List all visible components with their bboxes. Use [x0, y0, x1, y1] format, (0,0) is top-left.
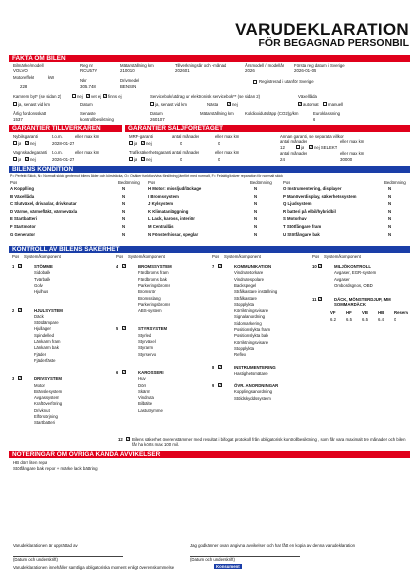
label-nybil-tom: t.o.m.: [52, 134, 63, 139]
label-fordonsskatt: Årlig fordonsskatt: [13, 111, 47, 116]
kondition-item: L Lack, kaross, interiör: [148, 216, 195, 222]
kontroll-item: Motor: [34, 382, 45, 388]
kondition-rating: N: [388, 216, 392, 222]
value-mrf-manader: 0: [180, 141, 183, 146]
kondition-rating: N: [122, 208, 126, 214]
kondition-item: E Startbatteri: [10, 216, 37, 222]
value-regnr: RCU57Y: [80, 68, 98, 73]
label-forsta-reg: Första reg datum i Sverige: [294, 63, 345, 68]
signature-left-sub: (Datum och underskrift): [13, 557, 58, 562]
kontroll-item: Reflex: [234, 352, 247, 358]
kondition-rating: N: [254, 193, 258, 199]
kontroll-note-text: Bilens säkerhet överenstämmer med resultat i bifogat protokoll från obligatorisk kontrollbesiktning , som får vara maximalt tre månader och bilen får ha körts max 100 mil.: [132, 437, 406, 447]
kondition-item: P Manöverdisplay, säkerhetssystem: [283, 193, 357, 199]
kontroll-item: Sidomarkering: [234, 320, 262, 326]
tyre-value: 6.4: [378, 317, 384, 322]
kontroll-item: Stopplykta: [234, 345, 255, 351]
kondition-header-pos-3: Pos: [283, 180, 291, 185]
value-annan-manader-2: 24: [280, 157, 285, 162]
label-tillverkningsar: Tillverkningsår och -månad: [175, 63, 227, 68]
kontroll-group-title: KOMMUNIKATION: [234, 264, 272, 269]
label-mrf-nej: nej: [146, 141, 152, 146]
kondition-rating: N: [254, 224, 258, 229]
label-trafik-ja: ja: [134, 157, 138, 162]
label-annan-manader: antal månader: [280, 139, 308, 144]
label-senaste: Senaste: [80, 111, 96, 116]
kontroll-item: Kraftöverföring: [34, 401, 63, 407]
label-trafik-maxkm: eller max km: [215, 150, 240, 155]
kontroll-item: Hjulhus: [34, 289, 49, 295]
tyre-header: VB: [362, 310, 368, 315]
value-forsta-reg: 2026-01-05: [294, 68, 317, 73]
tyre-header: HB: [378, 310, 385, 315]
label-bilmarke: Bilmärke/modell: [13, 63, 44, 68]
checkbox-kamrem-ja[interactable]: [13, 102, 17, 106]
label-mrf-ja: ja: [134, 141, 138, 146]
kontroll-item: Backspegel: [234, 282, 257, 288]
kontroll-group-checkbox[interactable]: [122, 326, 126, 330]
value-nkr: 305.748: [80, 84, 96, 89]
label-vagn-tom: t.o.m.: [52, 150, 63, 155]
value-motoreffekt: 228: [20, 84, 28, 89]
kondition-item: T Stötfångare fram: [283, 224, 322, 229]
kondition-item: H Motor: missljud/läckage: [148, 186, 202, 191]
value-datum: 260107: [150, 117, 165, 122]
label-vagn-nej: nej: [30, 157, 36, 162]
kontroll-item: Parkeringsbroms: [138, 301, 171, 307]
kontroll-group-title: BROMSSYSTEM: [138, 264, 172, 269]
tyre-value: 6.5: [362, 317, 368, 322]
label-trafik-manader: antal månader: [172, 150, 200, 155]
label-registrerad-utanfor: Registrerad i utanför Sverige: [259, 79, 314, 84]
kondition-rating: N: [254, 231, 258, 237]
kontroll-item: Hastighetsmätare: [234, 370, 268, 376]
kontroll-item: Huv: [138, 376, 146, 382]
kontroll-group-number: 3: [12, 376, 15, 382]
kontroll-item: Sidobalk: [34, 270, 51, 276]
label-automat: automat: [303, 102, 319, 107]
kontroll-item: Avgassystem: [34, 395, 60, 401]
kondition-rating: N: [388, 193, 392, 199]
kondition-header-bed-2: Bedömning: [250, 180, 272, 185]
kontroll-group-number: 6: [116, 369, 119, 375]
document-title: VARUDEKLARATION: [235, 20, 409, 39]
value-fordonsskatt: 1537: [13, 117, 23, 122]
label-nybil-ja: ja: [18, 141, 22, 146]
kondition-rating: N: [122, 224, 126, 229]
checkbox-kamrem-nej[interactable]: [72, 94, 76, 98]
kontroll-item: Styrled: [138, 332, 152, 338]
kondition-item: S Motorhuv: [283, 216, 307, 222]
label-koldioxid: Koldioxidutsläpp (CO2)g/km: [245, 111, 299, 116]
kontroll-group-number: 8: [212, 364, 215, 370]
kontroll-item: Körriktningsvisare: [234, 339, 269, 345]
kondition-legend: P= Perfekt Skick, N= Normalt skick gentemot bilens ålder och körsträcka, O= Osäker funktion/viss förslitning jämfört med normalt, F= Felaktig/kräver reparation för normalt skick: [10, 174, 283, 178]
checkbox-vagn-ja[interactable]: [13, 157, 17, 161]
document-subtitle: FÖR BEGAGNAD PERSONBIL: [258, 37, 409, 49]
label-annan-maxkm: eller max km: [340, 139, 365, 144]
kontroll-item: Bromsslang: [138, 295, 161, 301]
kontroll-item: Styrväxel: [138, 339, 156, 344]
signature-left-label: Varudeklarationen är upprättad av: [13, 543, 78, 548]
checkbox-trafik-nej[interactable]: [141, 157, 145, 161]
label-kw: kW: [48, 75, 55, 80]
value-kontrollbesiktning: kontrollbesiktning: [80, 117, 114, 122]
checkbox-note-12[interactable]: [126, 437, 130, 441]
kondition-item: I Bromssystem: [148, 193, 179, 199]
label-trafik-nej: nej: [146, 157, 152, 162]
checkbox-automat[interactable]: [298, 102, 302, 106]
label-motoreffekt: Motoreffekt: [13, 75, 35, 80]
kontroll-group-number: 5: [116, 326, 119, 332]
checkbox-manuell[interactable]: [323, 102, 327, 106]
label-mrf-manader: antal månader: [172, 134, 200, 139]
kontroll-item: Strålkastare inställning: [234, 289, 278, 295]
tyre-header: Reserv: [394, 310, 409, 315]
kontroll-item: Hjullager: [34, 326, 51, 332]
signature-right-label: Jag godkänner ovan angivna avvikelser och har fått en kopia av denna varudeklaration: [190, 543, 356, 548]
kontroll-group-number: 4: [116, 264, 119, 269]
konsument-stamp: Konsument: [216, 564, 240, 569]
kondition-item: C Slutväxel, drivaxlar, drivknutar: [10, 201, 77, 207]
label-matarstallning: Mätarställning km: [120, 63, 154, 68]
kondition-item: K Klimatanläggning: [148, 208, 189, 214]
kontroll-item: Ombordsgnos, OBD: [334, 282, 373, 288]
kondition-rating: N: [254, 201, 258, 207]
label-manuell: manuell: [328, 102, 344, 107]
checkbox-nybil-nej[interactable]: [25, 141, 29, 145]
kondition-rating: N: [388, 208, 392, 214]
label-annan-garanti: Annan garanti, se separata villkor: [280, 134, 344, 139]
section-garantier-tillverkaren-bar: GARANTIER TILLVERKAREN: [9, 125, 122, 132]
kontroll-group-checkbox[interactable]: [218, 383, 222, 387]
value-bilmarke: VOLVO: [13, 68, 28, 73]
kontroll-group-title: ÖVR. ANORDNINGAR: [234, 383, 279, 389]
label-mrf-maxkm: eller max km: [215, 134, 240, 139]
kontroll-group-title: DÄCK, MÖNSTERDJUP, MM SOMMARDÄCK: [334, 297, 391, 308]
kontroll-group-checkbox[interactable]: [218, 365, 222, 369]
tyre-value: 0: [394, 317, 397, 322]
label-annan-maxkm-2: eller max km: [340, 151, 365, 156]
value-trafik-manader: 0: [180, 157, 183, 162]
kondition-rating: N: [254, 208, 258, 214]
kontroll-group-number: 7: [212, 264, 215, 269]
notering-line-1: HB dörr liten repa: [13, 460, 48, 465]
checkbox-mrf-nej[interactable]: [141, 141, 145, 145]
label-kamrem-datum: Datum: [80, 102, 93, 107]
label-nkr: Nkr: [80, 78, 87, 83]
section-garantier-saljforetaget-bar: GARANTIER SÄLJFÖRETAGET: [125, 125, 410, 132]
label-matarstallning-2: Mätarställning km: [200, 111, 234, 116]
kontroll-group-number: 10: [312, 264, 317, 269]
kontroll-note-number: 12: [118, 437, 123, 442]
kontroll-group-checkbox[interactable]: [218, 264, 222, 268]
label-service-nej: nej: [232, 102, 238, 107]
kontroll-group-title: HJULSYSTEM: [34, 307, 63, 313]
label-datum: Datum: [150, 111, 163, 116]
kontroll-item: Körriktningsvisare: [234, 308, 269, 314]
notering-line-2: Stötfångare bak repor + märke lack bättring: [13, 466, 98, 471]
value-mrf-km: 0: [218, 141, 221, 146]
kontroll-item: Bränslesystem: [34, 388, 63, 394]
kontroll-item: Färdbroms bak: [138, 276, 167, 282]
checkbox-service-ja[interactable]: [150, 102, 154, 106]
kondition-rating: N: [388, 201, 392, 207]
kontroll-item: Positionslykta bak: [234, 333, 269, 339]
kondition-item: D Värme, värmefläkt, värmeväxla: [10, 208, 78, 214]
kondition-item: A Kopplling: [10, 186, 34, 191]
kondition-item: U Stötfångare bak: [283, 231, 320, 237]
label-vaxellada: Växellåda: [298, 94, 317, 99]
kontroll-header-system: System/komponent: [128, 254, 165, 259]
kontroll-group-checkbox[interactable]: [18, 308, 22, 312]
label-vagn-ja: ja: [18, 157, 22, 162]
kondition-item: J Kylsystem: [148, 201, 174, 207]
label-servicebok: Servicebok/utdrag ur elektronisk servicebok** (se sidan 2): [150, 94, 261, 99]
kondition-item: F Startmotor: [10, 224, 36, 229]
kontroll-group-checkbox[interactable]: [318, 297, 322, 301]
value-annan-km: 30000: [340, 157, 353, 162]
label-nybilsgaranti: Nybilsgaranti: [13, 134, 38, 139]
checkbox-annan-ja[interactable]: [296, 145, 300, 149]
kontroll-item: Vindruta: [138, 395, 154, 401]
checkbox-kamrem-vet-ej[interactable]: [86, 94, 90, 98]
kontroll-item: Kopplingsanordning: [234, 389, 272, 395]
label-kamrem-vet-ej: vet ej: [91, 94, 102, 99]
kondition-header-pos-2: Pos: [148, 180, 156, 185]
value-matarstallning: 210010: [120, 68, 135, 73]
kontroll-item: Fjäderfäste: [34, 357, 56, 363]
kontroll-header-pos: Pos: [12, 254, 20, 259]
kondition-rating: N: [388, 231, 392, 237]
kontroll-group-title: STYRSYSTEM: [138, 326, 168, 332]
kontroll-group-checkbox[interactable]: [122, 370, 126, 374]
kondition-item: R batteri på elbil/hybridbil: [283, 208, 336, 214]
kontroll-group-title: INSTRUMENTERING: [234, 364, 276, 370]
kontroll-group-title: MILJÖKONTROLL: [334, 264, 371, 269]
label-kamrem: Kamrem byt* (se sidan 2): [13, 94, 62, 99]
kontroll-group-checkbox[interactable]: [18, 376, 22, 380]
checkbox-mrf-ja[interactable]: [129, 141, 133, 145]
kontroll-item: Avgaser, EGR-system: [334, 270, 377, 276]
label-kamrem-nej: nej: [77, 94, 83, 99]
kontroll-item: Stopplykta: [234, 301, 255, 307]
value-vagn-date: 2026-01-27: [52, 157, 75, 162]
kontroll-item: Elförsörjning: [34, 414, 58, 419]
label-vagn-maxkm: eller max km: [75, 150, 100, 155]
footer-text: Varudeklarationen innehåller samtliga obligatoriska moment enligt överenskommelse: [13, 565, 175, 570]
kontroll-item: Tvärbalk: [34, 276, 51, 282]
kontroll-item: Avgaser: [334, 276, 350, 282]
kontroll-group-checkbox[interactable]: [122, 264, 126, 268]
kontroll-item: Styrservo: [138, 351, 157, 357]
label-nybil-maxkm: eller max km: [75, 134, 100, 139]
kontroll-item: Skärm: [138, 388, 151, 394]
kontroll-item: Lastutrymme: [138, 407, 163, 413]
kondition-rating: N: [388, 224, 392, 229]
kondition-item: M Centrallås: [148, 224, 174, 229]
kontroll-item: Länkarm bak: [34, 345, 59, 351]
section-fakta-bar: FAKTA OM BILEN: [9, 55, 410, 62]
kontroll-item: Positionslykta fram: [234, 327, 271, 332]
kontroll-header-system: System/komponent: [24, 254, 61, 259]
label-regnr: Reg nr: [80, 63, 93, 68]
kondition-rating: N: [122, 216, 126, 222]
label-drivmedel: Drivmedel: [120, 78, 140, 83]
value-nybil-date: 2028-01-27: [52, 141, 75, 146]
kontroll-group-checkbox[interactable]: [18, 264, 22, 268]
kondition-item: O Instrumentering, displayer: [283, 186, 342, 191]
kontroll-item: Fjäder: [34, 351, 47, 357]
checkbox-nybil-ja[interactable]: [13, 141, 17, 145]
section-kontroll-bar: KONTROLL AV BILENS SÄKERHET: [9, 246, 410, 253]
value-euroklassning: 6: [313, 117, 316, 122]
kontroll-item: Signalanordning: [234, 314, 266, 320]
label-annan-ja: ja: [301, 145, 305, 150]
kondition-header-bed-3: Bedömning: [384, 180, 406, 185]
kontroll-item: Vindrutetorkare: [234, 270, 264, 276]
kontroll-header-system: System/komponent: [324, 254, 361, 259]
label-euroklassning: Euroklassning: [313, 111, 340, 116]
tyre-value: 6.2: [330, 317, 336, 322]
kontroll-group-title: STÖMME: [34, 264, 53, 269]
kontroll-item: Stöldskyddssystem: [234, 395, 271, 401]
kontroll-group-number: 1: [12, 264, 15, 269]
label-mrf: MRF-garanti: [129, 134, 153, 139]
kontroll-group-number: 9: [212, 383, 215, 389]
label-trafiksakerhet: Trafiksäkerhetsgaranti: [129, 150, 172, 155]
kontroll-item: Bilbälte: [138, 401, 153, 407]
kontroll-item: Länkarm fram: [34, 339, 61, 344]
tyre-header: HF: [346, 310, 352, 315]
kontroll-group-title: KAROSSERI: [138, 369, 164, 375]
label-kamrem-ja: ja, senast vid km: [18, 102, 51, 107]
checkbox-annan-nej[interactable]: [309, 145, 313, 149]
kontroll-item: Bromsrör: [138, 289, 156, 295]
kontroll-item: Strålkastare: [234, 295, 257, 301]
checkbox-service-nej[interactable]: [227, 102, 231, 106]
kondition-rating: N: [254, 216, 258, 222]
kontroll-item: Dörr: [138, 382, 147, 388]
kontroll-header-system: System/komponent: [224, 254, 261, 259]
kondition-item: N Fönsterhissar, speglar: [148, 231, 199, 237]
kondition-rating: N: [122, 186, 126, 191]
kondition-item: Q Ljudsystem: [283, 201, 312, 207]
kondition-rating: N: [122, 231, 126, 237]
kontroll-item: Parkeringsbroms: [138, 282, 171, 288]
label-service-ja: ja, senast vid km: [155, 102, 188, 107]
kontroll-item: Styrarm: [138, 345, 154, 351]
kontroll-item: ABS-system: [138, 308, 162, 314]
kondition-item: G Generator: [10, 231, 36, 237]
kontroll-item: Spindelled: [34, 332, 55, 338]
kondition-item: B Växellåda: [10, 193, 35, 199]
value-trafik-km: 0: [218, 157, 221, 162]
label-vagnskadegaranti: Vagnskadegaranti: [13, 150, 48, 155]
section-kondition-bar: BILENS KONDITION: [9, 166, 410, 173]
kontroll-group-number: 11: [312, 297, 317, 303]
value-tillverkningsar: 202601: [175, 68, 190, 73]
kontroll-item: Stötdämpare: [34, 320, 59, 326]
kontroll-group-number: 2: [12, 307, 15, 313]
kontroll-group-title: DRIVSYSTEM: [34, 376, 62, 382]
kondition-header-bed-1: Bedömning: [118, 180, 140, 185]
kondition-rating: N: [122, 193, 126, 199]
kontroll-group-checkbox[interactable]: [318, 264, 322, 268]
kontroll-header-pos: Pos: [116, 254, 124, 259]
label-kamrem-finns-ej: finns ej: [108, 94, 122, 99]
kontroll-item: Färdbroms fram: [138, 270, 169, 276]
kontroll-item: Golv: [34, 282, 43, 288]
kondition-rating: N: [254, 186, 258, 191]
kondition-header-pos-1: Pos: [10, 180, 18, 185]
signature-right-sub: (Datum och underskrift): [190, 557, 235, 562]
kontroll-header-pos: Pos: [212, 254, 220, 259]
kontroll-item: Startbatteri: [34, 420, 56, 426]
label-arsmodell: Årsmodell / modellår: [245, 63, 285, 68]
tyre-header: VF: [330, 310, 336, 315]
checkbox-trafik-ja[interactable]: [129, 157, 133, 161]
label-annan-nej-selekt: nej SELEKT: [314, 145, 338, 150]
checkbox-registrerad-utanfor[interactable]: [253, 80, 257, 84]
value-arsmodell: 2026: [245, 68, 255, 73]
label-service-nasta: Nästa: [207, 102, 219, 107]
tyre-value: 6.5: [346, 317, 352, 322]
kondition-rating: N: [122, 201, 126, 207]
label-annan-manader-2: antal månader: [280, 151, 308, 156]
value-annan-manader: 12: [280, 145, 285, 150]
checkbox-kamrem-finns-ej[interactable]: [103, 94, 107, 98]
kondition-rating: N: [388, 186, 392, 191]
label-nybil-nej: nej: [30, 141, 36, 146]
kontroll-header-pos: Pos: [312, 254, 320, 259]
kontroll-item: Däck: [34, 313, 44, 319]
value-drivmedel: BENSIN: [120, 84, 137, 89]
section-noteringar-bar: NOTERINGAR OM ÖVRIGA KÄNDA AVVIKELSER: [9, 451, 410, 458]
kontroll-item: Drivknut: [34, 407, 50, 413]
checkbox-vagn-nej[interactable]: [25, 157, 29, 161]
kontroll-item: Vindrutespolare: [234, 276, 265, 282]
